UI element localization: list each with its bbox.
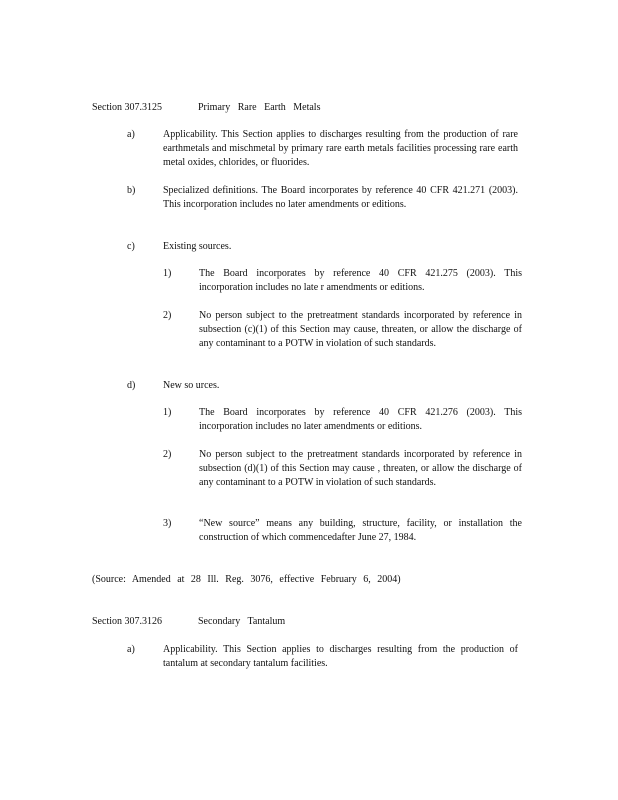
paragraph-label: d) <box>127 380 136 391</box>
subparagraph-label: 1) <box>163 407 172 418</box>
section-heading <box>92 615 285 629</box>
paragraph-label: a) <box>127 129 135 140</box>
subparagraph-label: 1) <box>163 268 172 279</box>
section-title: Secondary Tantalum <box>198 616 286 627</box>
section-number: Section 307.3125 <box>92 102 162 113</box>
subparagraph-text: The Board incorporates by reference 40 CFR 421.275 (2003). This incorporation includes no late r amendments or editions. <box>199 268 522 293</box>
section-heading <box>92 101 320 115</box>
subparagraph-text: “New source” means any building, structure, facility, or installation the construction of which commencedafter June 27, 1984. <box>199 518 522 543</box>
paragraph-label: b) <box>127 185 136 196</box>
paragraph-text: New so urces. <box>163 380 220 391</box>
subparagraph-text: No person subject to the pretreatment standards incorporated by reference in subsection (c)(1) of this Section may cause, threaten, or allow the discharge of any contaminant to a POTW in violation of such standards. <box>199 310 522 349</box>
section-number: Section 307.3126 <box>92 616 162 627</box>
subparagraph-label: 2) <box>163 310 172 321</box>
subparagraph-label: 3) <box>163 518 172 529</box>
paragraph-label: a) <box>127 644 135 655</box>
subparagraph-text: No person subject to the pretreatment standards incorporated by reference in subsection (d)(1) of this Section may cause , threaten, or allow the discharge of any contaminant to a POTW in violation of such standards. <box>199 449 522 488</box>
subparagraph-label: 2) <box>163 449 172 460</box>
source-note: (Source: Amended at 28 Ill. Reg. 3076, effective February 6, 2004) <box>92 574 401 585</box>
paragraph-label: c) <box>127 241 135 252</box>
subparagraph-text: The Board incorporates by reference 40 CFR 421.276 (2003). This incorporation includes no later amendments or editions. <box>199 407 522 432</box>
paragraph-text: Applicability. This Section applies to discharges resulting from the production of tantalum at secondary tantalum facilities. <box>163 644 518 669</box>
paragraph-text: Applicability. This Section applies to discharges resulting from the production of rare earthmetals and mischmetal by primary rare earth metals facilities processing rare earth metal oxides, chlorides, or fluorides. <box>163 129 518 168</box>
paragraph-text: Specialized definitions. The Board incorporates by reference 40 CFR 421.271 (2003). This incorporation includes no later amendments or editions. <box>163 185 518 210</box>
section-title: Primary Rare Earth Metals <box>198 102 321 113</box>
paragraph-text: Existing sources. <box>163 241 232 252</box>
